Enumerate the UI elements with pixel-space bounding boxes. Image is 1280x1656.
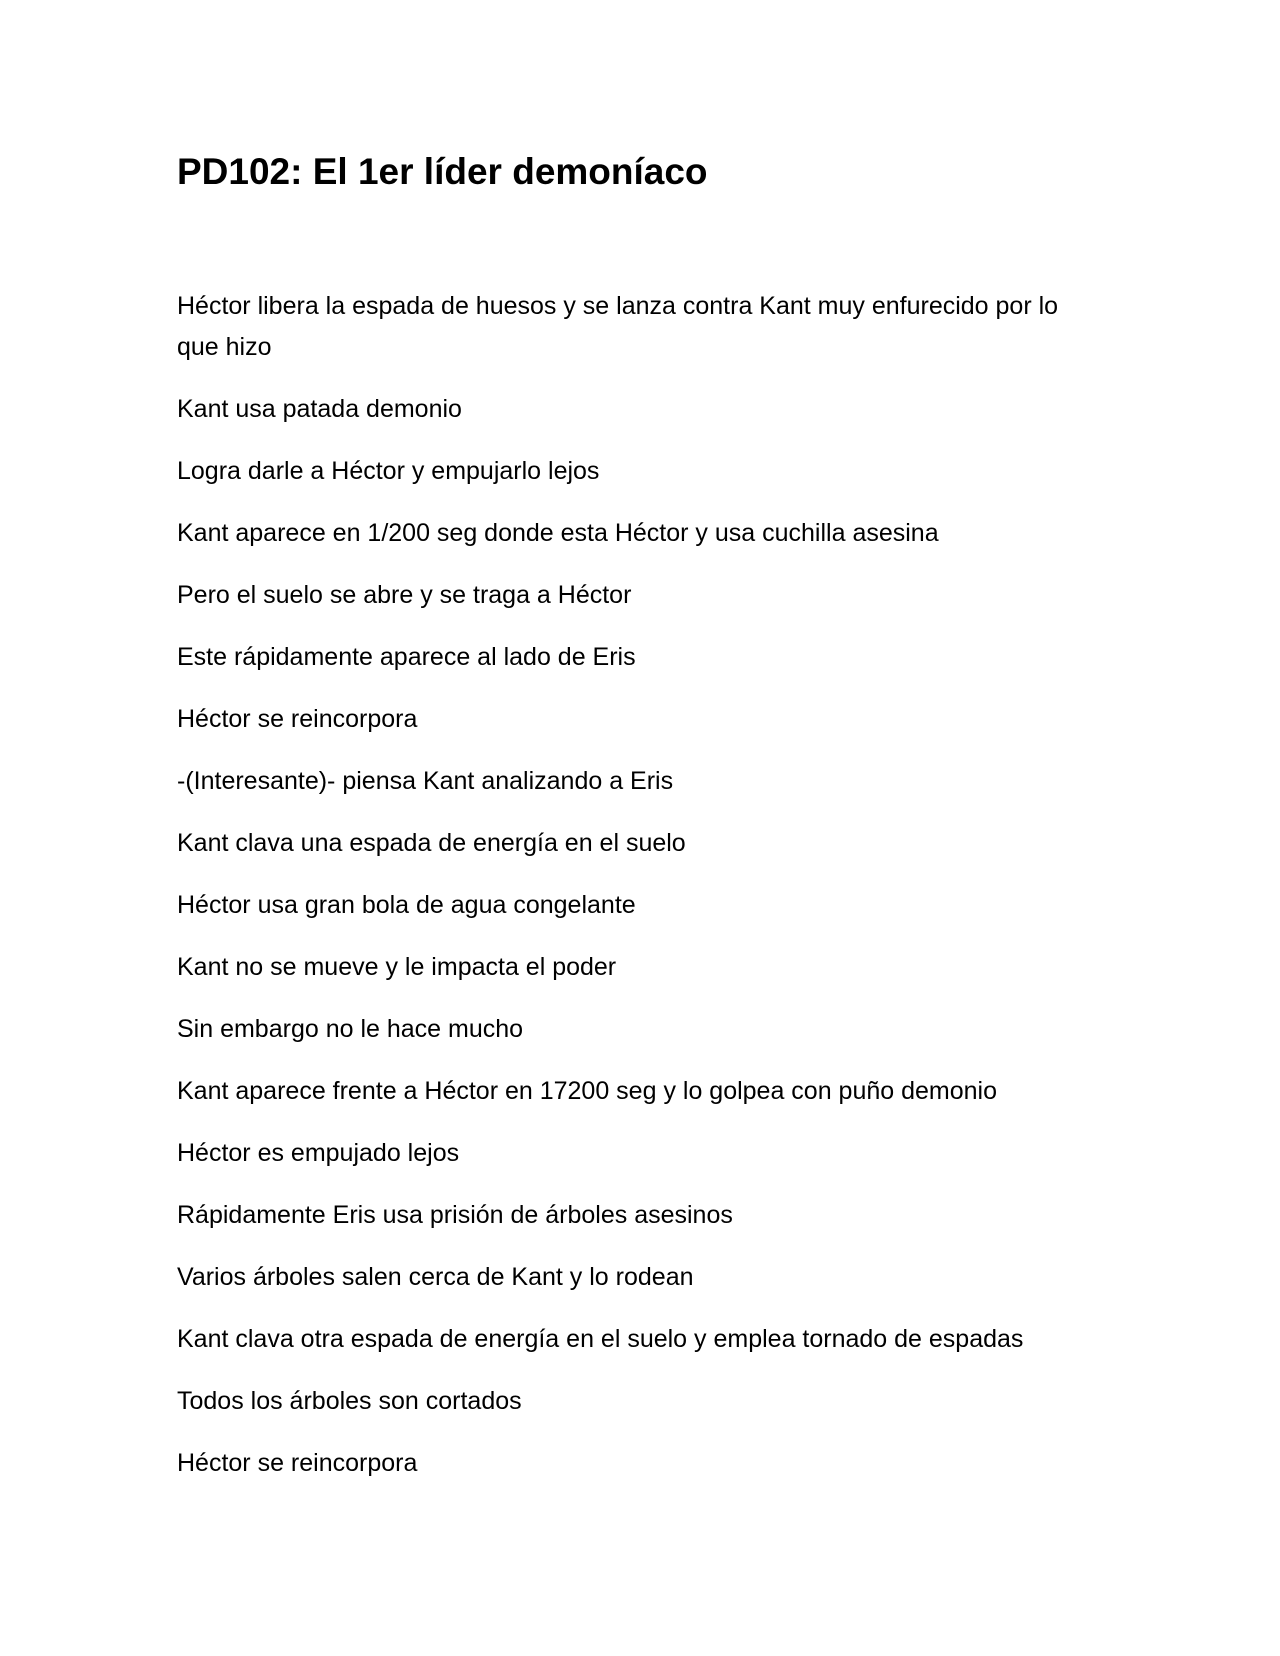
paragraph: Kant usa patada demonio [177,395,462,423]
paragraph: Héctor se reincorpora [177,705,418,733]
paragraph: Varios árboles salen cerca de Kant y lo rodean [177,1263,694,1291]
paragraph: Kant clava otra espada de energía en el suelo y emplea tornado de espadas [177,1325,1024,1353]
paragraph: Kant clava una espada de energía en el suelo [177,829,686,857]
paragraph: Héctor se reincorpora [177,1449,418,1477]
paragraph: Héctor libera la espada de huesos y se lanza contra Kant muy enfurecido por lo que hizo [177,292,1059,361]
paragraph: Logra darle a Héctor y empujarlo lejos [177,457,600,485]
paragraph: Héctor usa gran bola de agua congelante [177,891,636,919]
document-title: PD102: El 1er líder demoníaco [177,151,708,192]
paragraph: Kant aparece frente a Héctor en 17200 seg y lo golpea con puño demonio [177,1077,998,1105]
paragraph: -(Interesante)- piensa Kant analizando a Eris [177,767,674,795]
paragraph: Héctor es empujado lejos [177,1139,460,1167]
paragraph: Kant aparece en 1/200 seg donde esta Héctor y usa cuchilla asesina [177,519,939,547]
paragraph: Sin embargo no le hace mucho [177,1015,524,1043]
document-body [177,286,1097,1505]
paragraph: Pero el suelo se abre y se traga a Héctor [177,581,632,609]
paragraph: Kant no se mueve y le impacta el poder [177,953,617,981]
paragraph: Todos los árboles son cortados [177,1387,522,1415]
paragraph: Rápidamente Eris usa prisión de árboles asesinos [177,1201,733,1229]
paragraph: Este rápidamente aparece al lado de Eris [177,643,636,671]
